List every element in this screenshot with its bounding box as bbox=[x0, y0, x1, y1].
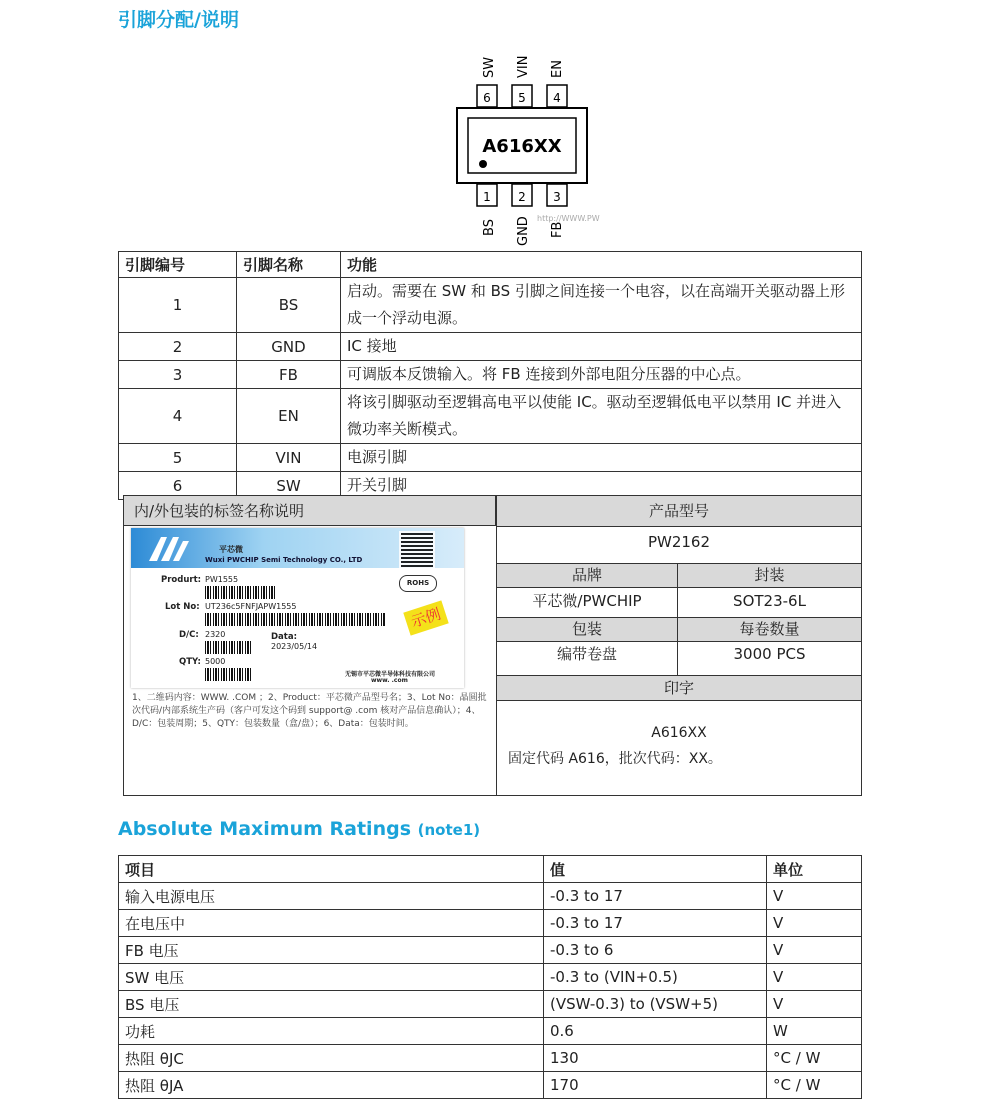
pin-label-en: EN bbox=[550, 60, 565, 78]
sample-stamp: 示例 bbox=[403, 600, 448, 635]
amr-unit: V bbox=[767, 937, 862, 964]
marking-value: A616XX bbox=[651, 725, 707, 741]
pin-number: 2 bbox=[119, 333, 237, 361]
pin-number: 4 bbox=[119, 389, 237, 444]
table-row bbox=[119, 883, 862, 910]
lot-value: UT236c5FNFJAPW1555 bbox=[205, 602, 297, 611]
marking-description: 固定代码 A616，批次代码：XX。 bbox=[508, 751, 722, 767]
diagram-watermark: http://WWW.PW bbox=[537, 214, 600, 223]
pin-table-header bbox=[119, 252, 862, 278]
pin-number: 6 bbox=[119, 472, 237, 500]
table-row bbox=[119, 1018, 862, 1045]
table-row bbox=[119, 991, 862, 1018]
rohs-badge: ROHS bbox=[399, 575, 437, 592]
amr-item: 输入电源电压 bbox=[119, 883, 544, 910]
table-row bbox=[119, 964, 862, 991]
footer-web: www. .com bbox=[371, 677, 408, 684]
package-type-header: 封装 bbox=[678, 564, 861, 588]
amr-unit: V bbox=[767, 910, 862, 937]
pin-label-sw: SW bbox=[482, 56, 497, 78]
pin-num-5: 5 bbox=[518, 91, 526, 105]
amr-header bbox=[119, 856, 862, 883]
amr-unit: W bbox=[767, 1018, 862, 1045]
pin-label-bs: BS bbox=[482, 219, 497, 236]
dc-barcode bbox=[205, 641, 251, 654]
pwchip-logo-icon bbox=[147, 533, 191, 563]
table-row bbox=[119, 389, 862, 444]
data-value: 2023/05/14 bbox=[271, 642, 318, 651]
reel-qty-value: 3000 PCS bbox=[678, 642, 861, 676]
brand-header: 品牌 bbox=[497, 564, 678, 588]
table-row bbox=[119, 361, 862, 389]
amr-title bbox=[118, 818, 480, 840]
model-header: 产品型号 bbox=[497, 496, 861, 527]
amr-item: 热阻 θJC bbox=[119, 1045, 544, 1072]
pin-function: IC 接地 bbox=[341, 333, 862, 361]
header-unit: 单位 bbox=[767, 856, 862, 883]
amr-unit: °C / W bbox=[767, 1045, 862, 1072]
amr-value: -0.3 to 17 bbox=[544, 910, 767, 937]
header-value: 值 bbox=[544, 856, 767, 883]
table-row bbox=[119, 1045, 862, 1072]
amr-note: (note1) bbox=[417, 821, 481, 839]
packing-header: 包装 bbox=[497, 618, 678, 642]
pin-num-3: 3 bbox=[553, 190, 561, 204]
produrt-barcode bbox=[205, 586, 277, 599]
amr-table bbox=[118, 855, 862, 1099]
produrt-key: Produrt: bbox=[161, 575, 202, 585]
pin-name: EN bbox=[237, 389, 341, 444]
header-item: 项目 bbox=[119, 856, 544, 883]
ic-part-marking: A616XX bbox=[482, 136, 562, 157]
qty-barcode bbox=[205, 668, 251, 681]
label-note: 1、二维码内容：WWW. .COM ；2、Product：平芯微产品型号名；3、Lot No：晶圆批次代码/内部系统生产码（客户可发这个码到 support@ .com 核对产品信息确认）；4、D/C：包装周期；5、QTY：包装数量（盒/盘）；6、Data：包装时间。 bbox=[132, 693, 487, 729]
amr-value: 170 bbox=[544, 1072, 767, 1099]
qty-key: QTY: bbox=[179, 657, 201, 667]
pin-number: 5 bbox=[119, 444, 237, 472]
pin-label-gnd: GND bbox=[516, 216, 531, 246]
brand-value: 平芯微/PWCHIP bbox=[497, 588, 678, 618]
amr-item: 热阻 θJA bbox=[119, 1072, 544, 1099]
pin-function: 开关引脚 bbox=[341, 472, 862, 500]
table-row bbox=[119, 278, 862, 333]
header-function: 功能 bbox=[341, 252, 862, 278]
amr-item: 功耗 bbox=[119, 1018, 544, 1045]
reel-qty-header: 每卷数量 bbox=[678, 618, 861, 642]
pin-name: GND bbox=[237, 333, 341, 361]
pin-number: 3 bbox=[119, 361, 237, 389]
pin-name: VIN bbox=[237, 444, 341, 472]
lot-key: Lot No: bbox=[165, 602, 200, 612]
table-row bbox=[119, 333, 862, 361]
pin-num-4: 4 bbox=[553, 91, 561, 105]
amr-title-text: Absolute Maximum Ratings bbox=[118, 818, 412, 840]
pin-num-6: 6 bbox=[483, 91, 491, 105]
amr-value: -0.3 to 6 bbox=[544, 937, 767, 964]
pin-num-2: 2 bbox=[518, 190, 526, 204]
pin1-dot bbox=[479, 160, 487, 168]
amr-item: SW 电压 bbox=[119, 964, 544, 991]
qty-value: 5000 bbox=[205, 657, 226, 666]
pin-function: 可调版本反馈输入。将 FB 连接到外部电阻分压器的中心点。 bbox=[341, 361, 862, 389]
ic-pinout-diagram bbox=[440, 48, 620, 248]
package-type-value: SOT23-6L bbox=[678, 588, 861, 618]
produrt-value: PW1555 bbox=[205, 575, 239, 584]
table-row bbox=[119, 1072, 862, 1099]
table-row bbox=[119, 937, 862, 964]
amr-item: FB 电压 bbox=[119, 937, 544, 964]
pin-section-title: 引脚分配/说明 bbox=[118, 9, 239, 31]
amr-item: 在电压中 bbox=[119, 910, 544, 937]
pin-function: 将该引脚驱动至逻辑高电平以使能 IC。驱动至逻辑低电平以禁用 IC 并进入微功率关断模式。 bbox=[341, 389, 862, 444]
header-pin-name: 引脚名称 bbox=[237, 252, 341, 278]
amr-value: (VSW-0.3) to (VSW+5) bbox=[544, 991, 767, 1018]
pin-table bbox=[118, 251, 862, 500]
company-name: Wuxi PWCHIP Semi Technology CO., LTD bbox=[205, 556, 363, 564]
footer-company: 无锡市平芯微半导体科技有限公司 bbox=[345, 671, 436, 678]
qr-code-icon bbox=[399, 531, 435, 569]
pin-name: SW bbox=[237, 472, 341, 500]
amr-unit: V bbox=[767, 991, 862, 1018]
amr-item: BS 电压 bbox=[119, 991, 544, 1018]
amr-value: -0.3 to 17 bbox=[544, 883, 767, 910]
marking-header: 印字 bbox=[497, 676, 861, 701]
amr-unit: V bbox=[767, 883, 862, 910]
lot-barcode bbox=[205, 613, 385, 626]
table-row bbox=[119, 444, 862, 472]
model-value: PW2162 bbox=[497, 527, 861, 564]
pin-name: BS bbox=[237, 278, 341, 333]
label-section-header: 内/外包装的标签名称说明 bbox=[124, 496, 496, 526]
amr-unit: V bbox=[767, 964, 862, 991]
table-row bbox=[119, 910, 862, 937]
header-pin-number: 引脚编号 bbox=[119, 252, 237, 278]
pin-name: FB bbox=[237, 361, 341, 389]
data-key: Data: bbox=[271, 632, 297, 642]
pin-function: 电源引脚 bbox=[341, 444, 862, 472]
amr-value: 130 bbox=[544, 1045, 767, 1072]
dc-key: D/C: bbox=[179, 630, 199, 640]
pin-number: 1 bbox=[119, 278, 237, 333]
pin-function: 启动。需要在 SW 和 BS 引脚之间连接一个电容，以在高端开关驱动器上形成一个浮动电源。 bbox=[341, 278, 862, 333]
sample-label bbox=[131, 528, 464, 688]
dc-value: 2320 bbox=[205, 630, 226, 639]
packing-value: 编带卷盘 bbox=[497, 642, 678, 676]
pin-num-1: 1 bbox=[483, 190, 491, 204]
pin-label-fb: FB bbox=[550, 221, 565, 238]
pin-label-vin: VIN bbox=[516, 55, 531, 78]
amr-value: -0.3 to (VIN+0.5) bbox=[544, 964, 767, 991]
brand-cn: 平芯微 bbox=[219, 545, 243, 554]
amr-value: 0.6 bbox=[544, 1018, 767, 1045]
amr-unit: °C / W bbox=[767, 1072, 862, 1099]
